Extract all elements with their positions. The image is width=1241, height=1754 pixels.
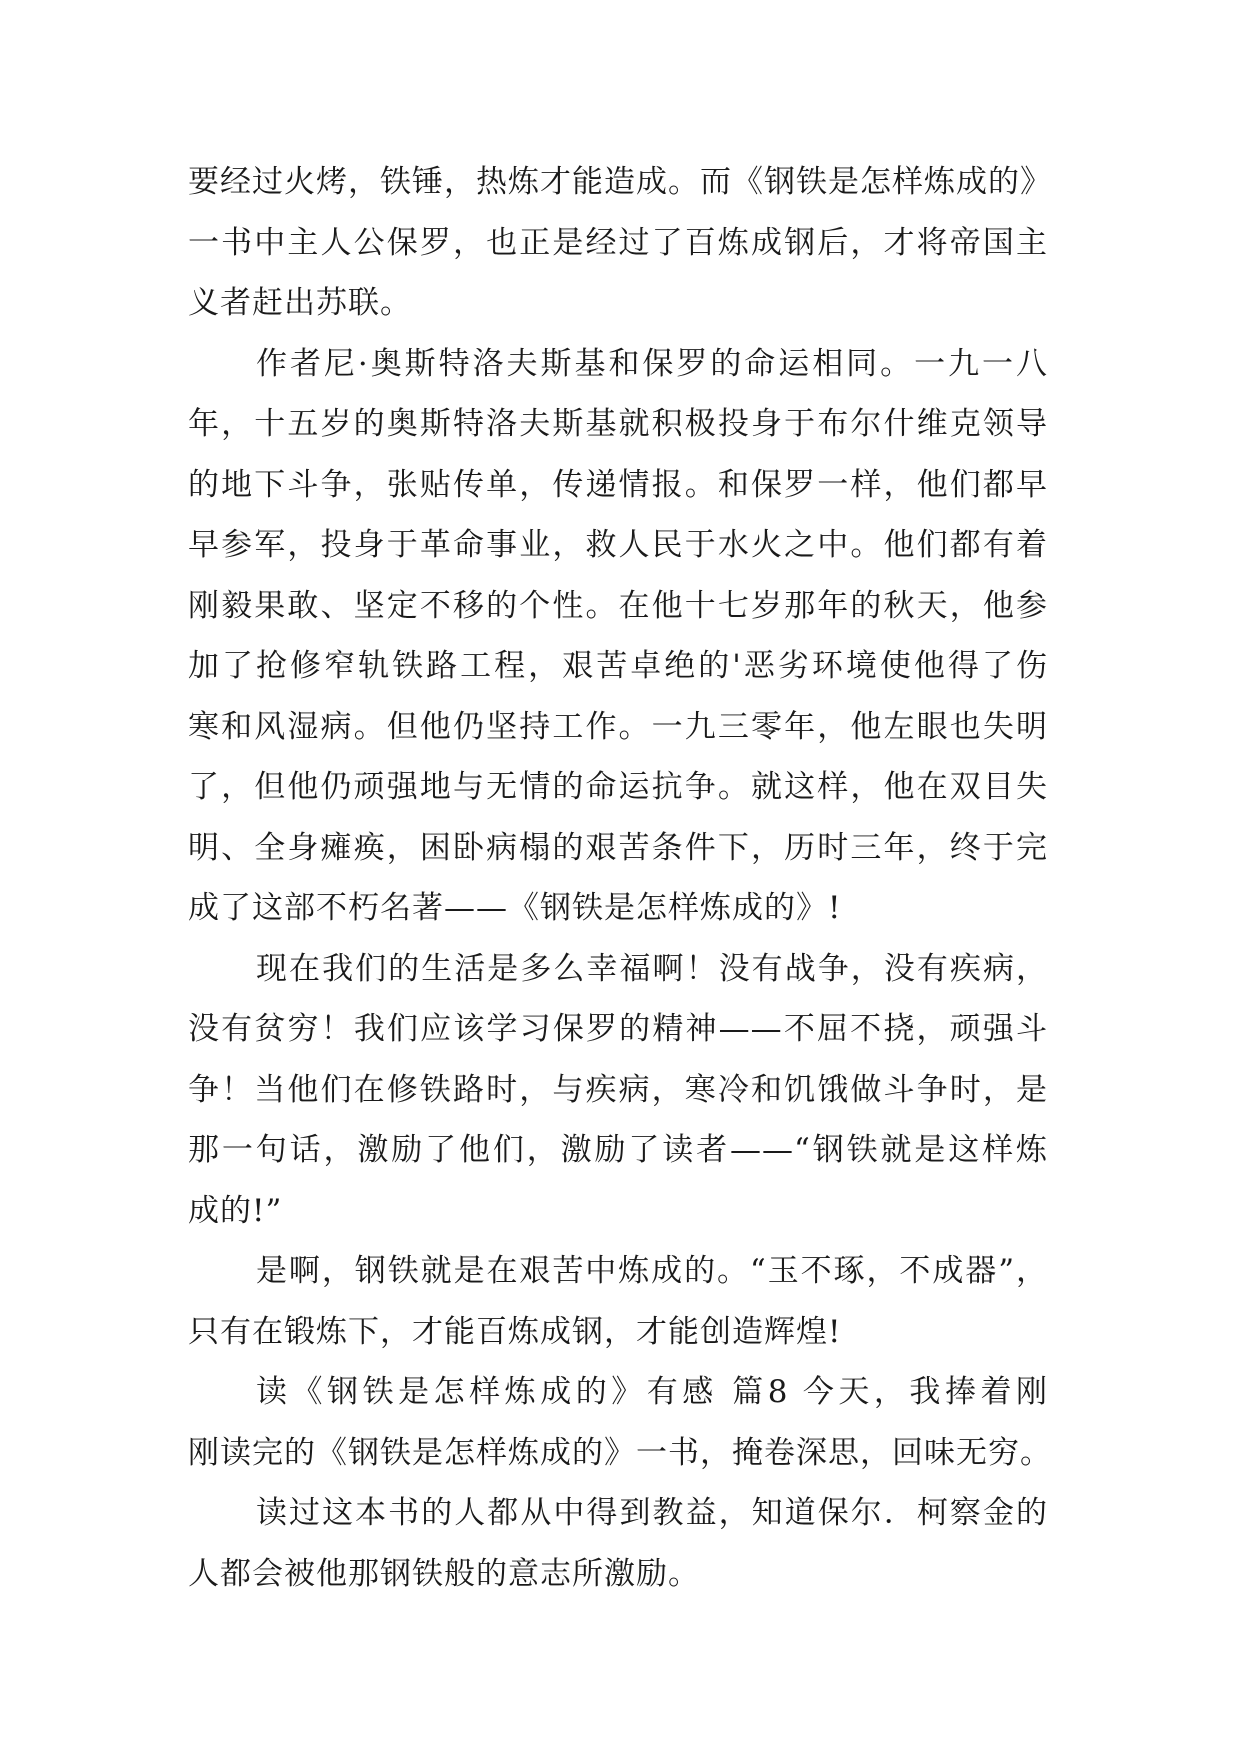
text-line: 争！当他们在修铁路时，与疾病，寒冷和饥饿做斗争时，是 [188,1071,1048,1108]
text-line: 年，十五岁的奥斯特洛夫斯基就积极投身于布尔什维克领导 [188,406,1048,442]
text-line: 只有在锻炼下，才能百炼成钢，才能创造辉煌! [188,1313,842,1350]
text-line: 要经过火烤，铁锤，热炼才能造成。而《钢铁是怎样炼成的》 [188,164,1052,200]
body-text [188,152,1052,1604]
text-line: 加了抢修窄轨铁路工程，艰苦卓绝的'恶劣环境使他得了伤 [188,648,1048,684]
text-line: 刚读完的《钢铁是怎样炼成的》一书，掩卷深思，回味无穷。 [188,1434,1052,1471]
text-line: 没有贫穷！我们应该学习保罗的精神——不屈不挠，顽强斗 [188,1011,1048,1047]
text-line: 成了这部不朽名著——《钢铁是怎样炼成的》! [188,890,842,926]
text-line: 成的!” [188,1192,283,1229]
text-line: 读过这本书的人都从中得到教益，知道保尔．柯察金的 [256,1495,1048,1531]
text-line: 刚毅果敢、坚定不移的个性。在他十七岁那年的秋天，他参 [188,587,1048,624]
text-line: 了，但他仍顽强地与无情的命运抗争。就这样，他在双目失 [188,769,1048,805]
text-line: 早参军，投身于革命事业，救人民于水火之中。他们都有着 [188,527,1048,563]
text-line: 明、全身瘫痪，困卧病榻的艰苦条件下，历时三年，终于完 [188,829,1048,866]
text-line: 读《钢铁是怎样炼成的》有感 篇8 今天，我捧着刚 [256,1374,1048,1410]
text-line: 一书中主人公保罗，也正是经过了百炼成钢后，才将帝国主 [188,224,1048,261]
text-line: 现在我们的生活是多么幸福啊！没有战争，没有疾病， [256,950,1048,987]
text-line: 那一句话，激励了他们，激励了读者——“钢铁就是这样炼 [188,1132,1048,1168]
text-line: 寒和风湿病。但他仍坚持工作。一九三零年，他左眼也失明 [188,708,1048,745]
text-line: 的地下斗争，张贴传单，传递情报。和保罗一样，他们都早 [188,466,1048,503]
text-line: 是啊，钢铁就是在艰苦中炼成的。“玉不琢，不成器”， [256,1253,1048,1289]
text-line: 作者尼·奥斯特洛夫斯基和保罗的命运相同。一九一八 [256,345,1048,382]
text-line: 义者赶出苏联。 [188,285,412,321]
text-line: 人都会被他那钢铁般的意志所激励。 [188,1555,700,1592]
